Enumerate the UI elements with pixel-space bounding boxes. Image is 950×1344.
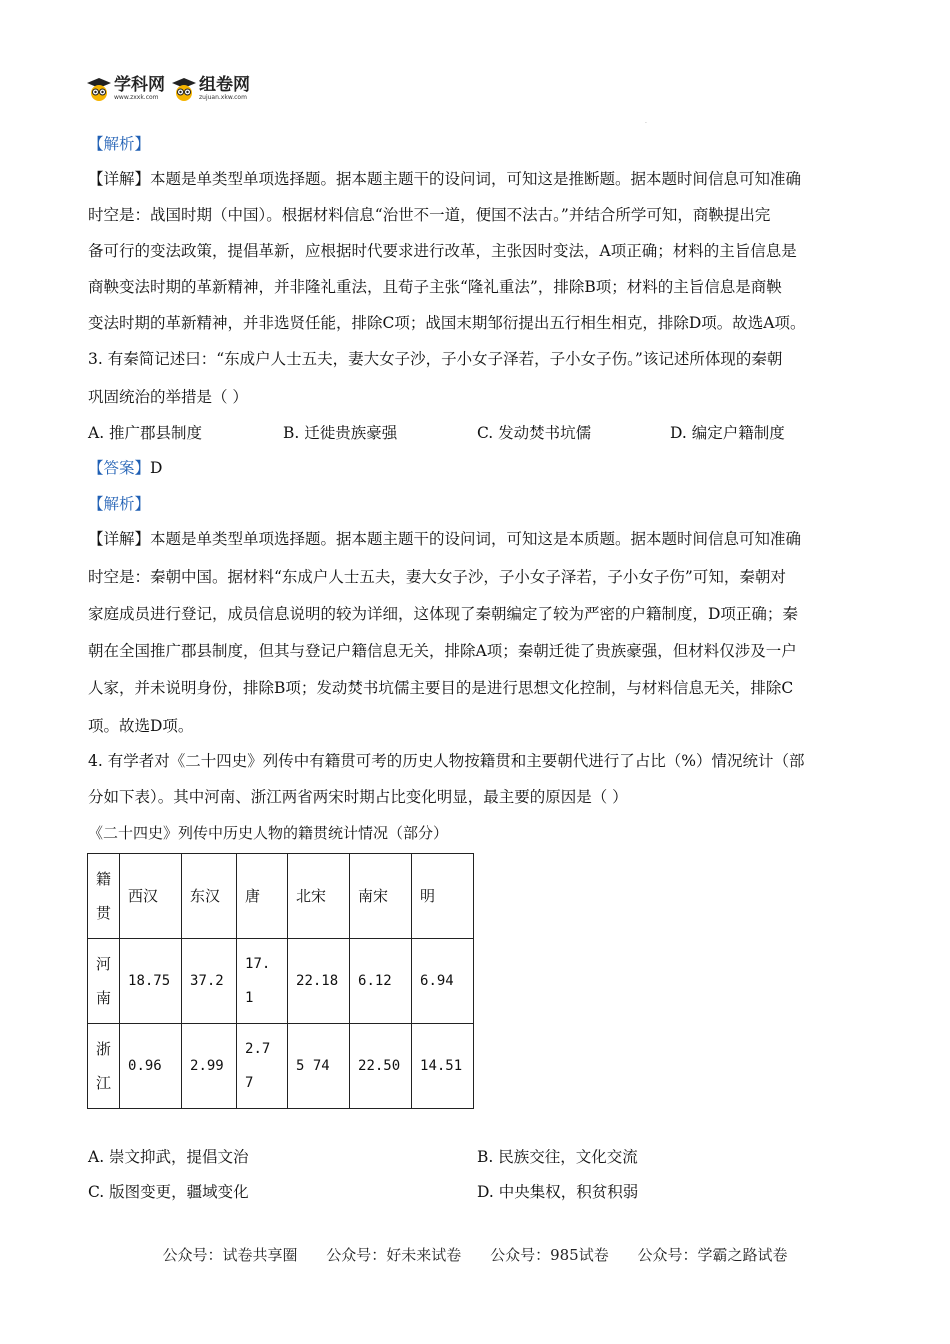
option-b: B. 迁徙贵族豪强: [283, 424, 398, 442]
table-cell: 14.51: [412, 1024, 474, 1109]
analysis-tag: 【解析】: [88, 135, 151, 153]
answer-tag: 【答案】: [88, 459, 151, 477]
detail-tag: 【详解】: [88, 530, 151, 548]
question-stem: 分如下表）。其中河南、浙江两省两宋时期占比变化明显，最主要的原因是（ ）: [88, 788, 628, 806]
table-cell: 22.18: [288, 939, 350, 1024]
option-d: D. 中央集权，积贫积弱: [477, 1183, 639, 1201]
detail-line: 人家，并未说明身份，排除B项；发动焚书坑儒主要目的是进行思想文化控制，与材料信息无关，排除C: [88, 679, 794, 697]
table-cell: 2.7 7: [237, 1024, 288, 1109]
detail-line: 时空是：秦朝中国。据材料“东成户人士五夫，妻大女子沙，子小女子泽若，子小女子伤”可知，秦朝对: [88, 568, 786, 586]
brand-url: www.zxxk.com: [114, 94, 159, 101]
page-footer: [0, 1244, 950, 1265]
table-row: [88, 1024, 474, 1109]
column-header: 南宋: [350, 854, 412, 939]
table-cell: 6.12: [350, 939, 412, 1024]
option-c: C. 版图变更，疆域变化: [88, 1183, 249, 1201]
site-logo: [86, 72, 256, 106]
answer-line: [88, 458, 162, 478]
brand-xuekewang: [114, 76, 165, 102]
column-header: 西汉: [120, 854, 182, 939]
footer-item: 公众号：学霸之路试卷: [637, 1246, 788, 1264]
option-b: B. 民族交往，文化交流: [477, 1148, 638, 1166]
detail-line: 【详解】本题是单类型单项选择题。据本题主题干的设问词，可知这是本质题。据本题时间信息可知准确: [88, 530, 802, 548]
column-header: 东汉: [182, 854, 237, 939]
row-label: 河 南: [88, 939, 120, 1024]
table-cell: 5 74: [288, 1024, 350, 1109]
table-cell: 22.50: [350, 1024, 412, 1109]
detail-line: 朝在全国推广郡县制度，但其与登记户籍信息无关，排除A项；秦朝迁徙了贵族豪强，但材料仅涉及一户: [88, 642, 797, 660]
row-label: 浙 江: [88, 1024, 120, 1109]
detail-line: 变法时期的革新精神，并非选贤任能，排除C项；战国末期邹衍提出五行相生相克，排除D项。故选A项。: [88, 314, 806, 332]
option-a: A. 崇文抑武，提倡文治: [88, 1148, 249, 1166]
detail-tag: 【详解】: [88, 170, 151, 188]
table-caption: 《二十四史》列传中历史人物的籍贯统计情况（部分）: [88, 824, 449, 842]
detail-line: 【详解】本题是单类型单项选择题。据本题主题干的设问词，可知这是推断题。据本题时间信息可知准确: [88, 170, 802, 188]
brand-zujuanwang: [199, 76, 250, 102]
question-stem: 4. 有学者对《二十四史》列传中有籍贯可考的历史人物按籍贯和主要朝代进行了占比（%）情况统计（部: [88, 752, 805, 770]
owl-mascot-icon: [86, 76, 112, 102]
column-header: 明: [412, 854, 474, 939]
table-cell: 17. 1: [237, 939, 288, 1024]
option-a: A. 推广郡县制度: [88, 424, 203, 442]
table-row: [88, 939, 474, 1024]
option-c: C. 发动焚书坑儒: [477, 424, 592, 442]
table-cell: 2.99: [182, 1024, 237, 1109]
column-header: 唐: [237, 854, 288, 939]
answer-value: D: [150, 459, 163, 477]
detail-line: 项。故选D项。: [88, 717, 194, 735]
footer-item: 公众号：985试卷: [490, 1246, 609, 1264]
corner-cell: 籍 贯: [88, 854, 120, 939]
question-stem: 巩固统治的举措是（ ）: [88, 388, 248, 406]
footer-item: 公众号：好未来试卷: [326, 1246, 462, 1264]
table-cell: 37.2: [182, 939, 237, 1024]
owl-mascot-icon: [171, 76, 197, 102]
native-place-table: [87, 853, 474, 1109]
analysis-tag: 【解析】: [88, 495, 151, 513]
footer-item: 公众号：试卷共享圈: [162, 1246, 298, 1264]
detail-line: 备可行的变法政策，提倡革新，应根据时代要求进行改革，主张因时变法，A项正确；材料的主旨信息是: [88, 242, 797, 260]
question-stem: 3. 有秦简记述曰：“东成户人士五夫，妻大女子沙，子小女子泽若，子小女子伤。”该记述所体现的秦朝: [88, 350, 783, 368]
page-dot: .: [645, 118, 647, 125]
column-header: 北宋: [288, 854, 350, 939]
detail-line: 商鞅变法时期的革新精神，并非隆礼重法，且荀子主张“隆礼重法”，排除B项；材料的主旨信息是商鞅: [88, 278, 782, 296]
table-header-row: [88, 854, 474, 939]
brand-name: 学科网: [114, 75, 165, 95]
option-d: D. 编定户籍制度: [670, 424, 785, 442]
detail-line: 家庭成员进行登记，成员信息说明的较为详细，这体现了秦朝编定了较为严密的户籍制度，D项正确；秦: [88, 605, 798, 623]
detail-line: 时空是：战国时期（中国）。根据材料信息“治世不一道，便国不法古。”并结合所学可知，商鞅提出完: [88, 206, 771, 224]
brand-name: 组卷网: [199, 75, 250, 95]
table-cell: 18.75: [120, 939, 182, 1024]
table-cell: 6.94: [412, 939, 474, 1024]
table-cell: 0.96: [120, 1024, 182, 1109]
brand-url: zujuan.xkw.com: [199, 94, 247, 101]
